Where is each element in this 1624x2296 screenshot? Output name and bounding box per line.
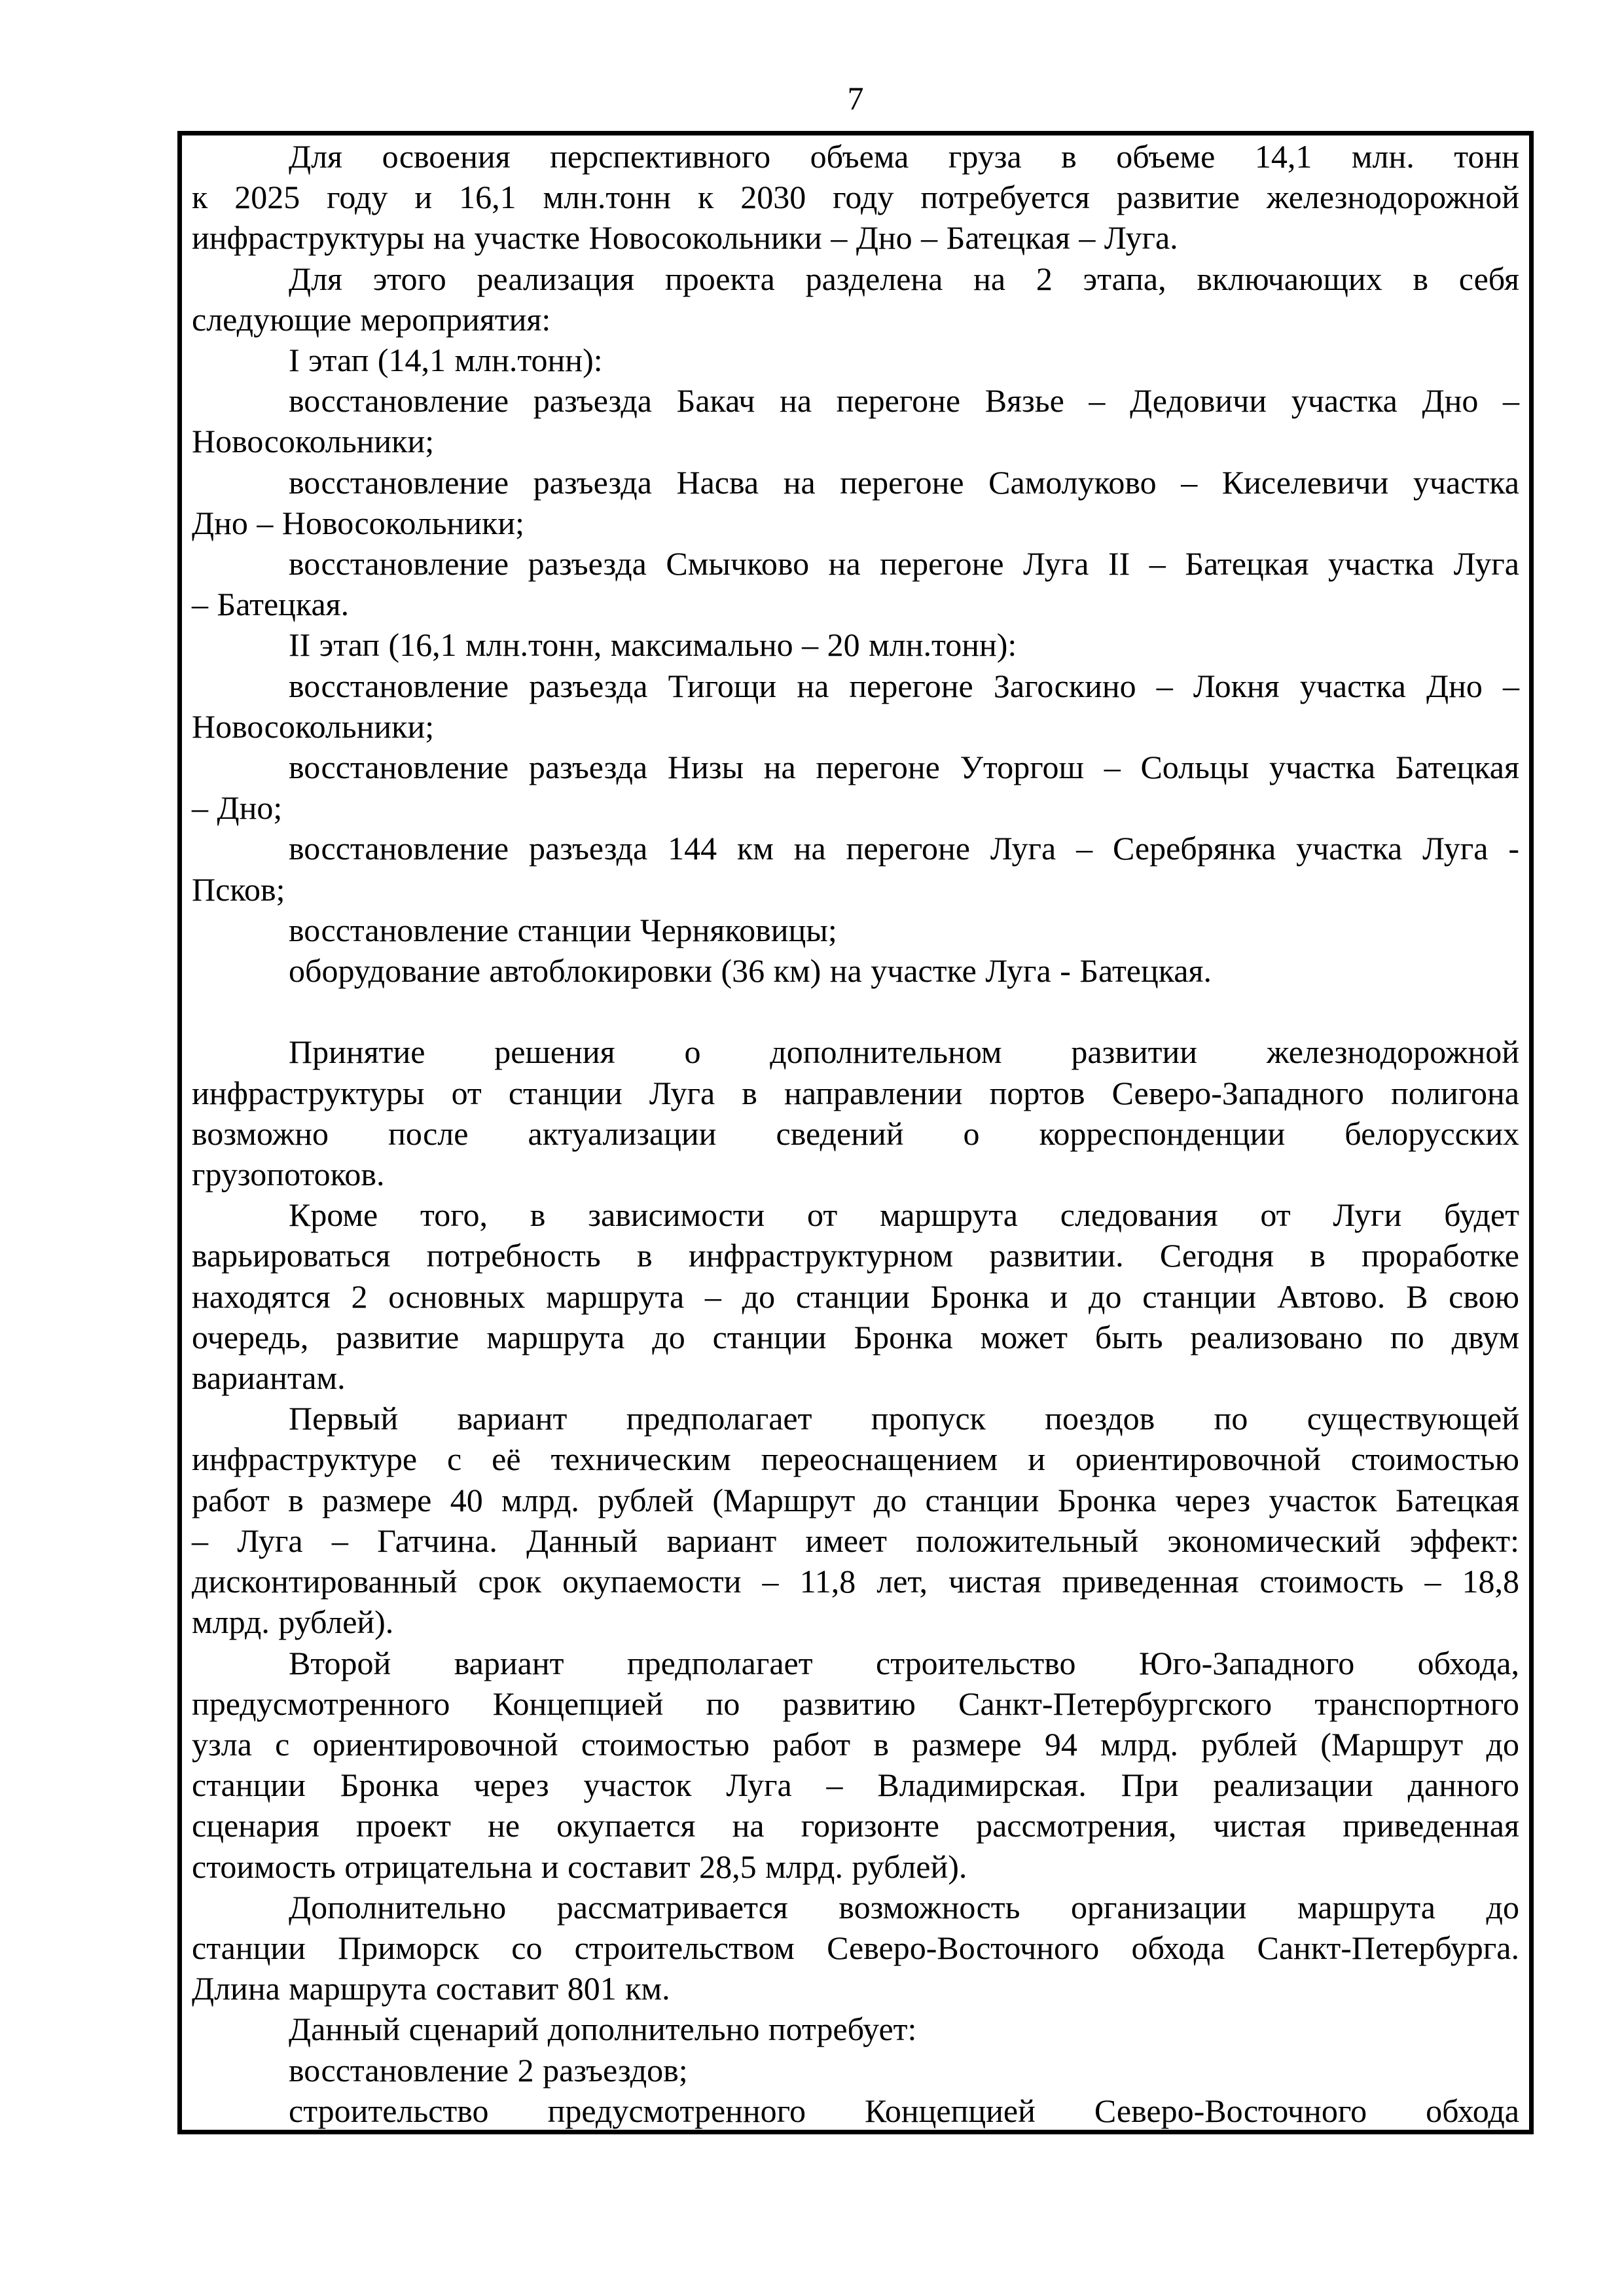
paragraph xyxy=(192,1887,1519,2009)
text-line: Для освоения перспективного объема груза в объеме 14,1 млн. тонн xyxy=(289,138,1519,175)
text-line: восстановление разъезда Бакач на перегоне Вязье – Дедовичи участка Дно – xyxy=(289,382,1519,420)
paragraph xyxy=(192,828,1519,909)
text-line: Второй вариант предполагает строительство Юго-Западного обхода, xyxy=(289,1644,1519,1681)
paragraph xyxy=(192,1194,1519,1398)
text-line: Данный сценарий дополнительно потребует: xyxy=(289,2011,917,2048)
text-frame xyxy=(177,131,1534,2134)
paragraph xyxy=(192,380,1519,461)
text-line: к 2025 году и 16,1 млн.тонн к 2030 году потребуется развитие железнодорожной xyxy=(192,179,1519,216)
text-line: I этап (14,1 млн.тонн): xyxy=(289,342,603,379)
text-line: восстановление разъезда Насва на перегоне Самолуково – Киселевичи участка xyxy=(289,463,1519,501)
paragraph xyxy=(192,1398,1519,1642)
text-line: инфраструктуры от станции Луга в направлении портов Северо-Западного полигона xyxy=(192,1074,1519,1111)
text-line: вариантам. xyxy=(192,1359,346,1397)
text-line: работ в размере 40 млрд. рублей (Маршрут до станции Бронка через участок Батецкая xyxy=(192,1481,1519,1518)
text-line: варьироваться потребность в инфраструктурном развитии. Сегодня в проработке xyxy=(192,1237,1519,1274)
text-line: возможно после актуализации сведений о корреспонденции белорусских xyxy=(192,1115,1519,1152)
text-line: оборудование автоблокировки (36 км) на участке Луга - Батецкая. xyxy=(289,952,1212,990)
text-line: станции Приморск со строительством Северо-Восточного обхода Санкт-Петербурга. xyxy=(192,1929,1519,1966)
text-line: Первый вариант предполагает пропуск поездов по существующей xyxy=(289,1400,1519,1437)
page-number: 7 xyxy=(847,80,864,117)
paragraph xyxy=(192,1643,1519,1887)
text-line: находятся 2 основных маршрута – до станции Бронка и до станции Автово. В свою xyxy=(192,1278,1519,1315)
text-line: инфраструктуре с её техническим переоснащением и ориентировочной стоимостью xyxy=(192,1441,1519,1478)
paragraph xyxy=(192,462,1519,543)
text-line: очередь, развитие маршрута до станции Бронка может быть реализовано по двум xyxy=(192,1318,1519,1355)
paragraph xyxy=(192,543,1519,624)
paragraph xyxy=(192,340,1519,380)
text-line: восстановление станции Черняковицы; xyxy=(289,911,837,948)
paragraph xyxy=(192,910,1519,950)
blank-line xyxy=(192,991,1519,1031)
text-line: Длина маршрута составит 801 км. xyxy=(192,1970,670,2007)
text-line: Кроме того, в зависимости от маршрута следования от Луги будет xyxy=(289,1196,1519,1234)
paragraph xyxy=(192,2090,1519,2131)
text-line: – Дно; xyxy=(192,789,283,827)
paragraph xyxy=(192,259,1519,340)
text-line: стоимость отрицательна и составит 28,5 млрд. рублей). xyxy=(192,1848,967,1885)
paragraph xyxy=(192,136,1519,259)
paragraph xyxy=(192,2050,1519,2090)
paragraph xyxy=(192,666,1519,747)
text-line: станции Бронка через участок Луга – Владимирская. При реализации данного xyxy=(192,1767,1519,1804)
text-line: II этап (16,1 млн.тонн, максимально – 20 млн.тонн): xyxy=(289,626,1017,664)
text-line xyxy=(192,991,1519,1031)
text-line: Дополнительно рассматривается возможность организации маршрута до xyxy=(289,1888,1519,1926)
text-line: Псков; xyxy=(192,870,285,908)
text-line: восстановление разъезда 144 км на перегоне Луга – Серебрянка участка Луга - xyxy=(289,830,1519,867)
text-line: строительство предусмотренного Концепцией Северо-Восточного обхода xyxy=(289,2092,1519,2129)
text-line: восстановление разъезда Низы на перегоне Уторгош – Сольцы участка Батецкая xyxy=(289,749,1519,786)
paragraph xyxy=(192,950,1519,991)
text-line: Для этого реализация проекта разделена на 2 этапа, включающих в себя xyxy=(289,260,1519,297)
text-line: грузопотоков. xyxy=(192,1156,385,1193)
text-line: следующие мероприятия: xyxy=(192,300,551,338)
text-line: сценария проект не окупается на горизонте рассмотрения, чистая приведенная xyxy=(192,1807,1519,1844)
text-line: Новосокольники; xyxy=(192,708,435,745)
text-line: Принятие решения о дополнительном развитии железнодорожной xyxy=(289,1033,1519,1071)
text-line: узла с ориентировочной стоимостью работ в размере 94 млрд. рублей (Маршрут до xyxy=(192,1725,1519,1763)
text-line: – Луга – Гатчина. Данный вариант имеет положительный экономический эффект: xyxy=(192,1522,1519,1559)
text-line: восстановление 2 разъездов; xyxy=(289,2051,688,2089)
paragraph xyxy=(192,1031,1519,1194)
text-line: Дно – Новосокольники; xyxy=(192,504,524,541)
text-line: млрд. рублей). xyxy=(192,1604,394,1641)
text-line: – Батецкая. xyxy=(192,586,350,623)
text-line: дисконтированный срок окупаемости – 11,8 лет, чистая приведенная стоимость – 18,8 xyxy=(192,1563,1519,1600)
text-line: инфраструктуры на участке Новосокольники – Дно – Батецкая – Луга. xyxy=(192,219,1178,257)
paragraph xyxy=(192,624,1519,665)
paragraph xyxy=(192,2009,1519,2049)
text-line: Новосокольники; xyxy=(192,423,435,460)
text-line: предусмотренного Концепцией по развитию Санкт-Петербургского транспортного xyxy=(192,1685,1519,1722)
text-line: восстановление разъезда Тигощи на перегоне Загоскино – Локня участка Дно – xyxy=(289,667,1519,704)
paragraph xyxy=(192,747,1519,828)
text-line: восстановление разъезда Смычково на перегоне Луга II – Батецкая участка Луга xyxy=(289,545,1519,583)
